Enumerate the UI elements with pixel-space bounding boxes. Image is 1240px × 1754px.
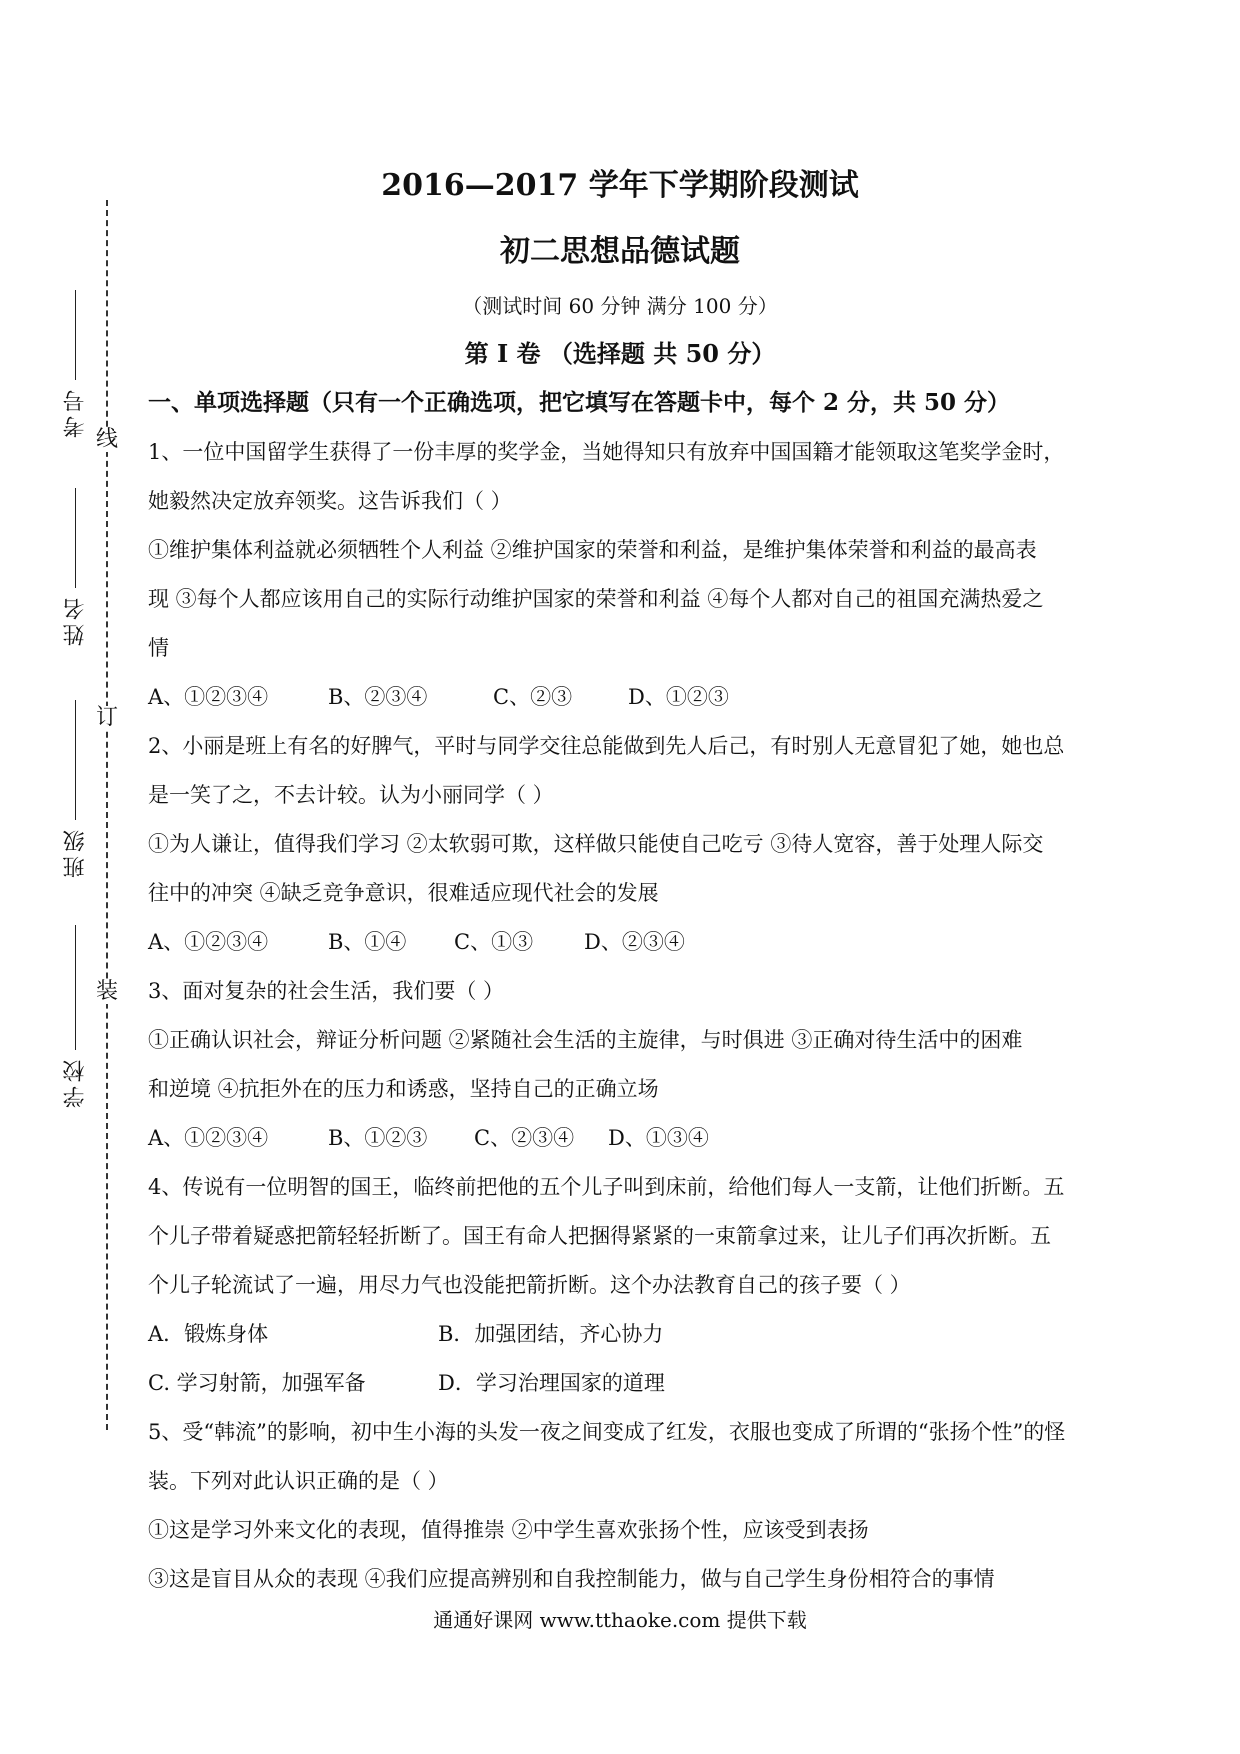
binding-char-ding: 订 [96,705,119,730]
name-field[interactable] [60,488,90,646]
question-line: 往中的冲突 ④缺乏竞争意识，很难适应现代社会的发展 [148,881,659,905]
question-3 [148,967,1108,1163]
class-underline [75,700,76,820]
option-a[interactable]: A、①②③④ [148,930,269,954]
exam-time-info: （测试时间 60 分钟 满分 100 分） [462,294,778,318]
question-line: 是一笑了之，不去计较。认为小丽同学（ ） [148,783,554,807]
school-underline [75,925,76,1050]
option-b[interactable]: B、①②③ [328,1126,428,1150]
question-line: 她毅然决定放弃领奖。这告诉我们（ ） [148,489,512,513]
question-line: ①这是学习外来文化的表现，值得推崇 ②中学生喜欢张扬个性，应该受到表扬 [148,1518,869,1542]
question-line: 个儿子轮流试了一遍，用尽力气也没能把箭折断。这个办法教育自己的孩子要（ ） [148,1273,911,1297]
question-line: 2、小丽是班上有名的好脾气，平时与同学交往总能做到先人后己，有时别人无意冒犯了她，她也总 [148,734,1065,758]
question-line: 5、受“韩流”的影响，初中生小海的头发一夜之间变成了红发，衣服也变成了所谓的“张扬个性”的怪 [148,1420,1066,1444]
answer-options [148,918,1108,967]
class-label: 班级 [62,826,88,878]
option-a[interactable]: A、①②③④ [148,685,269,709]
question-line: ①为人谦让，值得我们学习 ②太软弱可欺，这样做只能使自己吃亏 ③待人宽容，善于处理人际交 [148,832,1044,856]
name-label: 姓名 [62,594,88,646]
option-a[interactable]: A．锻炼身体 [148,1322,269,1346]
questions-area [148,380,1108,1604]
option-c[interactable]: C、①③ [454,930,534,954]
question-1 [148,428,1108,722]
question-line: ①正确认识社会，辩证分析问题 ②紧随社会生活的主旋律，与时俱进 ③正确对待生活中的困难 [148,1028,1023,1052]
binding-char-zhuang: 装 [96,979,119,1004]
option-b[interactable]: B．加强团结，齐心协力 [438,1322,664,1346]
school-label: 学校 [62,1056,88,1108]
option-b[interactable]: B、①④ [328,930,407,954]
question-4 [148,1163,1108,1408]
part-heading: 第 I 卷 （选择题 共 50 分） [464,339,776,368]
question-line: 装。下列对此认识正确的是（ ） [148,1469,449,1493]
question-line: 3、面对复杂的社会生活，我们要（ ） [148,979,505,1003]
option-a[interactable]: A、①②③④ [148,1126,269,1150]
option-c[interactable]: C. 学习射箭，加强军备 [148,1371,366,1395]
option-d[interactable]: D、①②③ [628,685,729,709]
answer-options [148,1310,1108,1359]
question-line: 和逆境 ④抗拒外在的压力和诱惑，坚持自己的正确立场 [148,1077,659,1101]
question-line: 现 ③每个人都应该用自己的实际行动维护国家的荣誉和利益 ④每个人都对自己的祖国充满热爱之 [148,587,1044,611]
answer-options [148,1359,1108,1408]
section-heading: 一、单项选择题（只有一个正确选项，把它填写在答题卡中，每个 2 分，共 50 分） [148,389,1011,416]
question-line: 个儿子带着疑惑把箭轻轻折断了。国王有命人把捆得紧紧的一束箭拿过来，让儿子们再次折断。五 [148,1224,1051,1248]
binding-dashed-line [106,200,108,1430]
name-underline [75,488,76,588]
exam-title: 2016—2017 学年下学期阶段测试 [381,168,859,203]
option-d[interactable]: D．学习治理国家的道理 [438,1371,665,1395]
school-field[interactable] [60,925,90,1108]
class-field[interactable] [60,700,90,878]
option-b[interactable]: B、②③④ [328,685,428,709]
question-5 [148,1408,1108,1604]
answer-options [148,1114,1108,1163]
binding-char-xian: 线 [96,427,119,452]
option-d[interactable]: D、①③④ [608,1126,709,1150]
option-d[interactable]: D、②③④ [584,930,685,954]
footer-source: 通通好课网 www.tthaoke.com 提供下载 [433,1608,807,1632]
exam-subject-title: 初二思想品德试题 [500,234,740,269]
question-line: 4、传说有一位明智的国王，临终前把他的五个儿子叫到床前，给他们每人一支箭，让他们折断。五 [148,1175,1065,1199]
question-line: ①维护集体利益就必须牺牲个人利益 ②维护国家的荣誉和利益，是维护集体荣誉和利益的最高表 [148,538,1037,562]
question-2 [148,722,1108,967]
answer-options [148,673,1108,722]
option-c[interactable]: C、②③ [493,685,573,709]
question-line: ③这是盲目从众的表现 ④我们应提高辨别和自我控制能力，做与自己学生身份相符合的事情 [148,1567,995,1591]
question-line: 1、一位中国留学生获得了一份丰厚的奖学金，当她得知只有放弃中国国籍才能领取这笔奖学金时， [148,440,1065,464]
question-line: 情 [148,636,169,660]
option-c[interactable]: C、②③④ [474,1126,575,1150]
exam-number-label: 考号 [62,386,88,438]
